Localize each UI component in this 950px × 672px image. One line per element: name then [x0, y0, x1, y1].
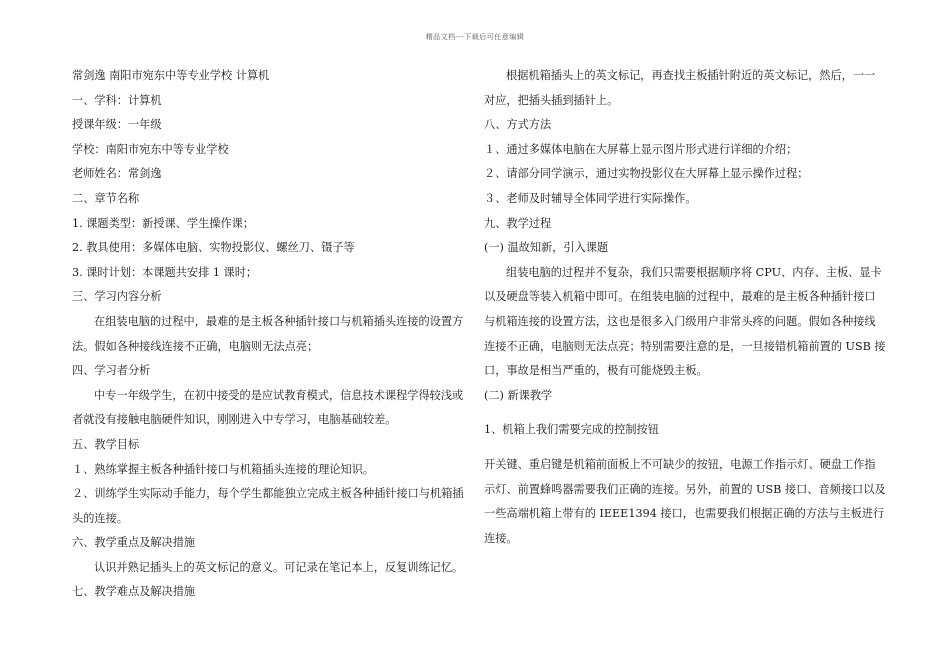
- section-heading: 八、方式方法: [484, 118, 552, 132]
- subsection-heading: 1、机箱上我们需要完成的控制按钮: [484, 423, 659, 437]
- paragraph-line: 认识并熟记插头上的英文标记的意义。可记录在笔记本上，反复训练记忆。: [94, 560, 464, 574]
- subsection-heading: (一) 温故知新，引入课题: [484, 241, 609, 255]
- list-item: １、熟练掌握主板各种插针接口与机箱插头连接的理论知识。: [72, 462, 375, 476]
- list-item: 3. 课时计划：本课题共安排 1 课时；: [72, 265, 258, 279]
- list-item: ２、请部分同学演示，通过实物投影仪在大屏幕上显示操作过程；: [484, 167, 809, 181]
- list-item: 1. 课题类型：新授课、学生操作课；: [72, 216, 255, 230]
- grade-line: 授课年级：一年级: [72, 118, 162, 132]
- section-heading: 四、学习者分析: [72, 364, 151, 378]
- paragraph-line: 口，事故是相当严重的，极有可能烧毁主板。: [484, 364, 708, 378]
- paragraph-line: 与机箱连接的设置方法，这也是很多入门级用户非常头疼的问题。假如各种接线: [484, 314, 876, 328]
- section-heading: 六、教学重点及解决措施: [72, 536, 196, 550]
- section-heading: 一、学科：计算机: [72, 93, 162, 107]
- teacher-line: 老师姓名：常剑逸: [72, 167, 162, 181]
- list-item-continued: 头的连接。: [72, 511, 128, 525]
- paragraph-line: 组装电脑的过程并不复杂，我们只需要根据顺序将 CPU、内存、主板、显卡: [506, 265, 882, 279]
- paragraph-line: 在组装电脑的过程中，最难的是主板各种插针接口与机箱插头连接的设置方: [94, 314, 464, 328]
- paragraph-line: 连接。: [484, 531, 518, 545]
- paragraph-line: 者就没有接触电脑硬件知识，刚刚进入中专学习，电脑基础较差。: [72, 413, 397, 427]
- section-heading: 二、章节名称: [72, 191, 140, 205]
- school-line: 学校：南阳市宛东中等专业学校: [72, 142, 229, 156]
- section-heading: 三、学习内容分析: [72, 290, 162, 304]
- paragraph-line: 示灯、前置蜂鸣器需要我们正确的连接。另外，前置的 USB 接口、音频接口以及: [484, 482, 886, 496]
- list-item: ３、老师及时辅导全体同学进行实际操作。: [484, 191, 697, 205]
- paragraph-line: 中专一年级学生，在初中接受的是应试教育模式，信息技术课程学得较浅或: [94, 388, 464, 402]
- left-column: [72, 64, 464, 605]
- right-column: [484, 64, 886, 551]
- paragraph-line: 以及硬盘等装入机箱中即可。在组装电脑的过程中，最难的是主板各种插针接口: [484, 290, 876, 304]
- list-item: １、通过多媒体电脑在大屏幕上显示图片形式进行详细的介绍；: [484, 142, 798, 156]
- subsection-heading: (二) 新课教学: [484, 388, 553, 402]
- list-item: 2. 教具使用：多媒体电脑、实物投影仪、螺丝刀、镊子等: [72, 241, 355, 255]
- author-line: 常剑逸 南阳市宛东中等专业学校 计算机: [72, 69, 270, 82]
- paragraph-line: 连接不正确，电脑则无法点亮；特别需要注意的是，一旦接错机箱前置的 USB 接: [484, 339, 886, 353]
- paragraph-line: 对应，把插头插到插针上。: [484, 93, 619, 107]
- paragraph-line: 开关键、重启键是机箱前面板上不可缺少的按钮，电源工作指示灯、硬盘工作指: [484, 457, 876, 471]
- paragraph-line: 一些高端机箱上带有的 IEEE1394 接口，也需要我们根据正确的方法与主板进行: [484, 507, 885, 521]
- section-heading: 九、教学过程: [484, 216, 552, 230]
- page-header: 精品文档---下载后可任意编辑: [425, 33, 525, 41]
- section-heading: 五、教学目标: [72, 437, 140, 451]
- section-heading: 七、教学难点及解决措施: [72, 585, 196, 599]
- list-item: ２、训练学生实际动手能力，每个学生都能独立完成主板各种插针接口与机箱插: [72, 487, 464, 501]
- paragraph-line: 根据机箱插头上的英文标记，再查找主板插针附近的英文标记，然后，一一: [506, 69, 876, 82]
- paragraph-line: 法。假如各种接线连接不正确，电脑则无法点亮；: [72, 339, 319, 353]
